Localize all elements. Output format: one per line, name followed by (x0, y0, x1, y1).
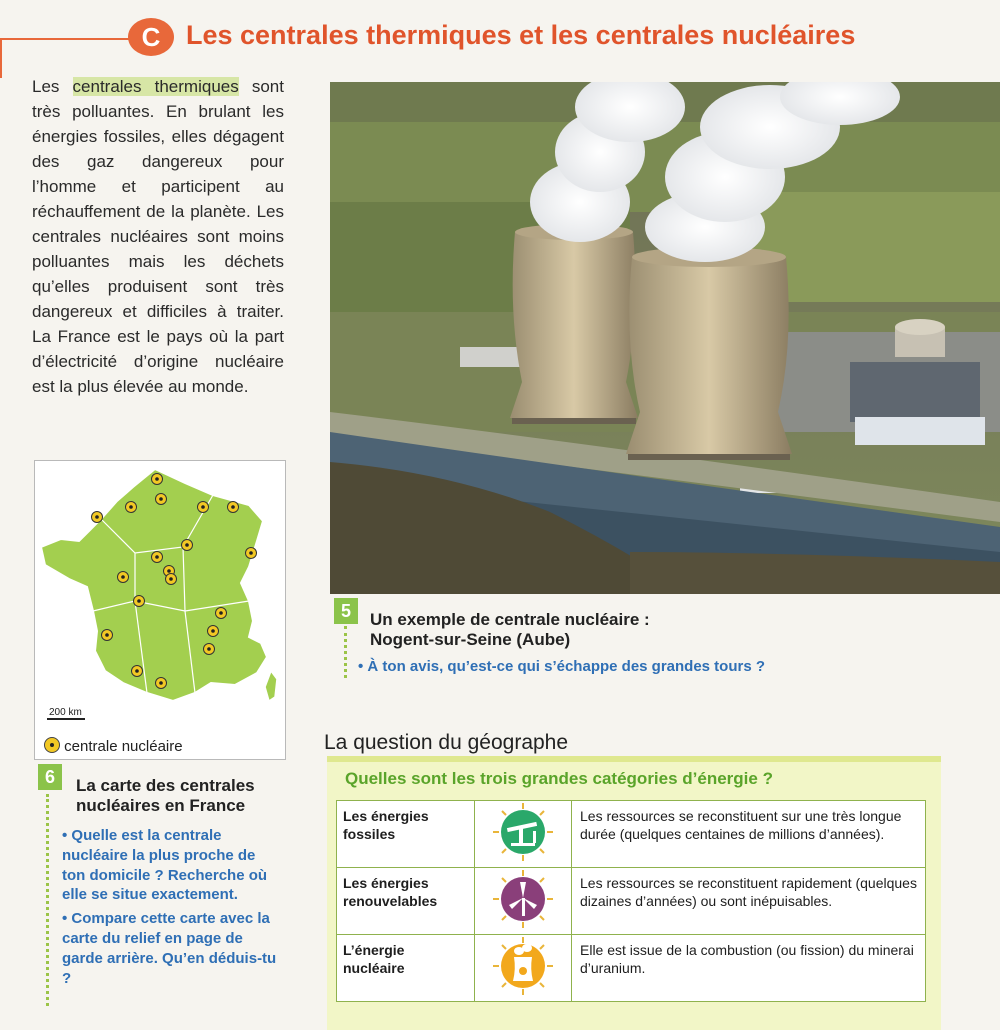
energy-categories-table (336, 800, 926, 1002)
doc5-title-line1: Un exemple de centrale nucléaire : (370, 610, 650, 629)
nuclear-plant-marker-center (121, 575, 125, 579)
doc6-questions (62, 826, 282, 988)
doc5-title-line2: Nogent-sur-Seine (Aube) (370, 630, 571, 649)
nuclear-plant-marker-center (231, 505, 235, 509)
intro-lead: Les (32, 77, 73, 96)
nuclear-plant-marker-center (105, 633, 109, 637)
doc5-number-badge: 5 (334, 598, 358, 624)
doc6-number-badge: 6 (38, 764, 62, 790)
nuclear-plant-marker-center (249, 551, 253, 555)
nuclear-plant-photo (330, 82, 1000, 594)
energy-description: Les ressources se reconstituent sur une très longue durée (quelques centaines de millions d’années). (572, 801, 926, 868)
nuclear-plant-marker-center (137, 599, 141, 603)
nuclear-plant-marker-center (155, 555, 159, 559)
header-rule-vertical (0, 38, 2, 78)
nuclear-plant-marker-center (159, 497, 163, 501)
table-row (337, 801, 926, 868)
nuclear-plant-marker-center (135, 669, 139, 673)
table-row (337, 935, 926, 1002)
map-legend (44, 737, 183, 755)
table-row (337, 868, 926, 935)
doc6-question-2: • Compare cette carte avec la carte du relief en page de garde arrière. Qu’en déduis-tu ? (62, 910, 277, 987)
doc6-question-1: • Quelle est la centrale nucléaire la plus proche de ton domicile ? Recherche où elle se situe exactement. (62, 827, 268, 904)
intro-body: sont très polluantes. En brulant les énergies fossiles, elles dégagent des gaz dangereux pour l’homme et participent au réchauffement de la planète. Les centrales nucléaires sont moins polluantes mais les déchets qu’elles produisent sont très dangereux et difficiles à traiter. La France est le pays où la part d’électricité d’origine nucléaire est la plus élevée au monde. (32, 77, 284, 396)
nuclear-plant-marker-center (219, 611, 223, 615)
geographe-heading: La question du géographe (324, 731, 569, 754)
nuclear-symbol-icon (44, 737, 60, 753)
doc5-title (370, 610, 650, 650)
energy-name: Les énergies renouvelables (337, 868, 475, 935)
doc6-title-line1: La carte des centrales (76, 776, 255, 795)
nuclear-plant-marker-center (155, 477, 159, 481)
section-letter-badge: C (128, 18, 174, 56)
nuclear-plant-marker-center (201, 505, 205, 509)
map-legend-label: centrale nucléaire (64, 738, 183, 755)
doc5-dotted-rule (344, 626, 347, 678)
nuclear-plant-marker-center (211, 629, 215, 633)
nuclear-plant-marker-center (185, 543, 189, 547)
nuclear-plant-marker-center (159, 681, 163, 685)
oil-pump-icon (475, 801, 572, 868)
nuclear-plant-marker-center (207, 647, 211, 651)
nuclear-plant-icon (475, 935, 572, 1002)
france-nuclear-map (34, 460, 286, 760)
doc6-title-line2: nucléaires en France (76, 796, 246, 815)
doc6-dotted-rule (46, 794, 49, 1006)
nuclear-plant-marker-center (169, 577, 173, 581)
doc6-title (76, 776, 255, 816)
geographe-question: Quelles sont les trois grandes catégories d’énergie ? (345, 769, 773, 788)
energy-description: Les ressources se reconstituent rapidement (quelques dizaines d’années) ou sont inépuisables. (572, 868, 926, 935)
energy-name: Les énergies fossiles (337, 801, 475, 868)
energy-name: L’énergie nucléaire (337, 935, 475, 1002)
nuclear-plant-marker-center (95, 515, 99, 519)
intro-highlight: centrales thermiques (72, 77, 239, 96)
intro-paragraph (32, 74, 284, 399)
wind-turbine-icon (475, 868, 572, 935)
energy-description: Elle est issue de la combustion (ou fission) du minerai d’uranium. (572, 935, 926, 1002)
section-title: Les centrales thermiques et les centrales nucléaires (186, 20, 856, 50)
corsica-shape (265, 671, 277, 701)
map-scale-label: 200 km (49, 707, 82, 718)
nuclear-plant-marker-center (129, 505, 133, 509)
doc5-question: • À ton avis, qu’est-ce qui s’échappe des grandes tours ? (358, 658, 766, 675)
nuclear-plant-marker-center (167, 569, 171, 573)
